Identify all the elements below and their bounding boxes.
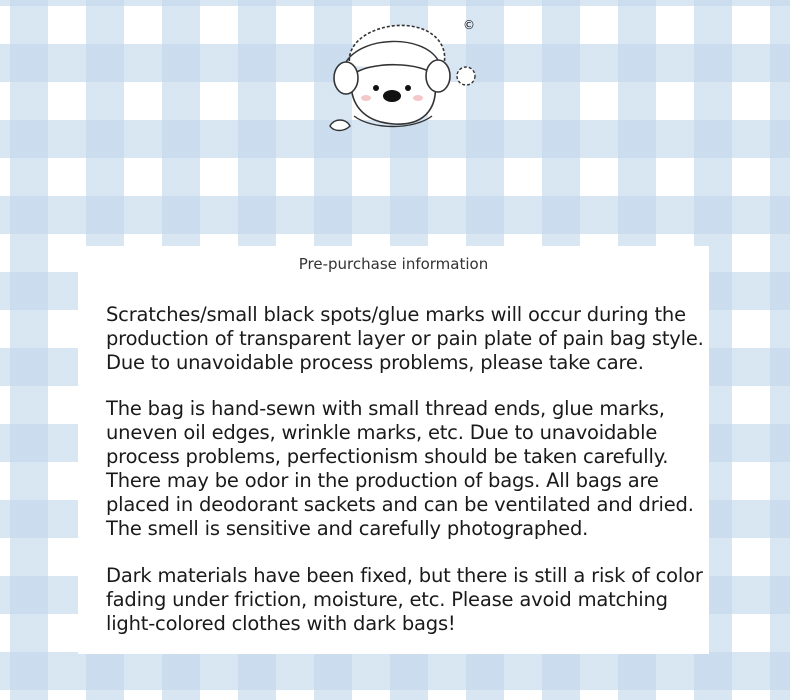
copyright-mark: ©: [463, 18, 475, 32]
info-paragraph-handsewn: The bag is hand-sewn with small thread ends, glue marks, uneven oil edges, wrinkle marks, etc. Due to unavoidable process problems, perfectionism should be taken carefully. There may be odor in the production of bags. All bags are placed in deodorant sackets and can be ventilated and dried. The smell is sensitive and carefully photographed.: [106, 397, 694, 540]
card-title: Pre-purchase information: [298, 255, 489, 273]
info-paragraph-dark-materials: Dark materials have been fixed, but there is still a risk of color fading under friction, moisture, etc. Please avoid matching light-colored clothes with dark bags!: [106, 564, 703, 635]
info-paragraph-scratches: Scratches/small black spots/glue marks will occur during the production of transparent layer or pain plate of pain bag style. Due to unavoidable process problems, please take care.: [106, 303, 704, 374]
puppy-with-earmuffs-icon: [322, 18, 482, 148]
info-card: [78, 246, 709, 654]
